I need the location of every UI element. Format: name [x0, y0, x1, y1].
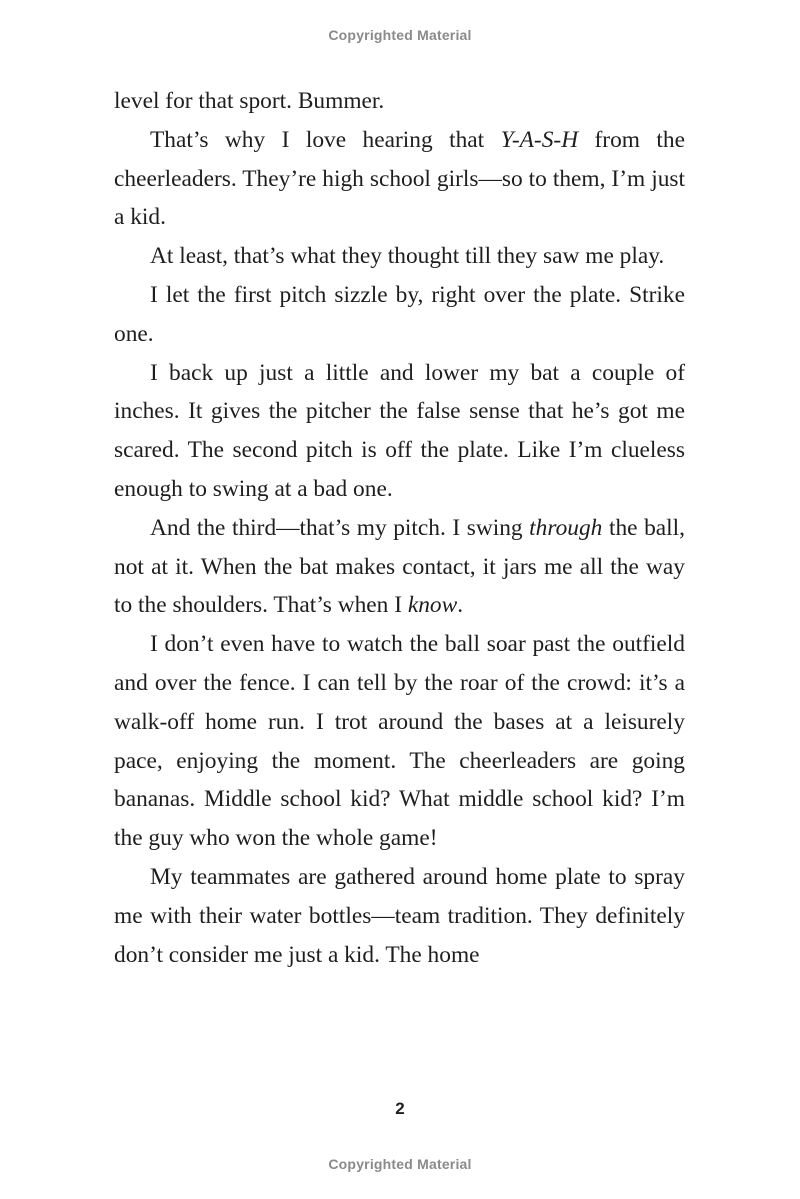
- paragraph: I don’t even have to watch the ball soar past the outfield and over the fence. I can tell by the roar of the crowd: it’s a walk-off home run. I trot around the bases at a leisurely pace, enjoying the moment. The cheerleaders are going bananas. Middle school kid? What middle school kid? I’m the guy who won the whole game!: [114, 631, 685, 852]
- emphasis-text: know: [407, 592, 458, 619]
- paragraph: [114, 121, 685, 237]
- paragraph: level for that sport. Bummer.: [114, 88, 385, 114]
- copyright-watermark-top: Copyrighted Material: [328, 27, 472, 43]
- paragraph: I let the first pitch sizzle by, right over the plate. Strike one.: [114, 281, 685, 347]
- copyright-watermark-bottom: Copyrighted Material: [328, 1156, 472, 1172]
- page-body-text: [114, 82, 685, 974]
- paragraph: My teammates are gathered around home plate to spray me with their water bottles—team tradition. They definitely don’t consider me just a kid. The home: [114, 863, 685, 968]
- text-run: the ball, not at it. When the bat makes contact, it jars me all the way to the shoulders. That’s when I: [114, 514, 685, 619]
- page-number: 2: [395, 1099, 405, 1118]
- paragraph: I back up just a little and lower my bat a couple of inches. It gives the pitcher the false sense that he’s got me scared. The second pitch is off the plate. Like I’m clueless enough to swing at a bad one.: [114, 359, 685, 502]
- text-run: And the third—that’s my pitch. I swing: [150, 514, 530, 541]
- text-run: That’s why I love hearing that: [150, 126, 501, 153]
- text-run: .: [457, 592, 464, 619]
- paragraph: [114, 509, 685, 625]
- emphasis-text: Y-A-S-H: [500, 126, 579, 153]
- paragraph: At least, that’s what they thought till they saw me play.: [150, 243, 665, 270]
- emphasis-text: through: [529, 514, 603, 541]
- text-run: from the cheerleaders. They’re high school girls—so to them, I’m just a kid.: [114, 126, 685, 231]
